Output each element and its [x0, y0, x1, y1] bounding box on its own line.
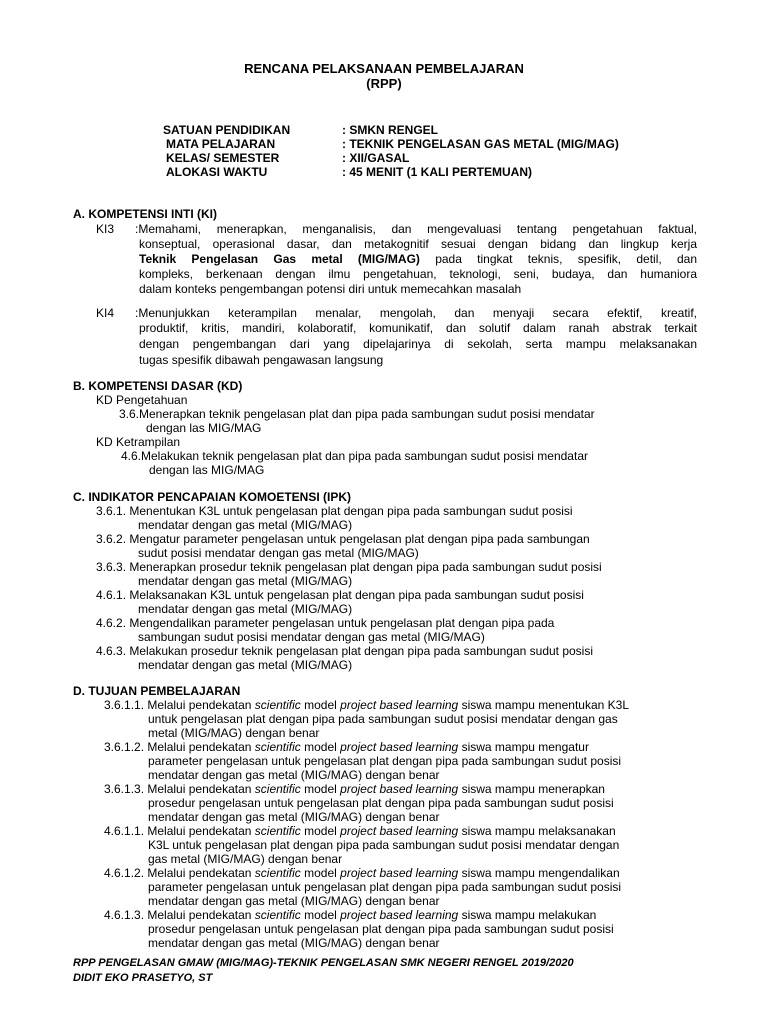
tujuan-item-cont: mendatar dengan gas metal (MIG/MAG) dengan benar	[148, 768, 440, 782]
kd-item-cont: dengan las MIG/MAG	[146, 421, 262, 435]
ipk-item: 3.6.3. Menerapkan prosedur teknik pengelasan plat dengan pipa pada sambungan sudut posisi	[96, 560, 602, 574]
identity-label-satuan: SATUAN PENDIDIKAN	[163, 123, 291, 137]
tujuan-phrase: siswa mampu	[458, 740, 539, 754]
ki3-line: dalam konteks pengembangan potensi diri untuk memecahkan masalah	[139, 282, 522, 296]
ipk-item: 4.6.3. Melakukan prosedur teknik pengelasan plat dengan pipa pada sambungan sudut posisi	[96, 644, 594, 658]
ipk-item: 4.6.1. Melaksanakan K3L untuk pengelasan plat dengan pipa pada sambungan sudut posisi	[96, 588, 584, 602]
identity-label-kelas: KELAS/ SEMESTER	[166, 151, 280, 165]
tujuan-approach: scientific	[254, 740, 301, 754]
section-d-heading: D. TUJUAN PEMBELAJARAN	[73, 684, 241, 698]
tujuan-phrase: siswa mampu	[458, 698, 539, 712]
tujuan-item-cont: mendatar dengan gas metal (MIG/MAG) dengan benar	[148, 810, 440, 824]
tujuan-verb: mengendalikan	[538, 866, 620, 880]
ipk-item: 4.6.2. Mengendalikan parameter pengelasan untuk pengelasan plat dengan pipa pada	[96, 616, 555, 630]
ki3-line	[139, 252, 697, 266]
tujuan-phrase: model	[300, 824, 341, 838]
tujuan-item-cont: prosedur pengelasan untuk pengelasan plat dengan pipa pada sambungan sudut posisi	[148, 796, 614, 810]
tujuan-model: project based learning	[340, 908, 459, 922]
footer-author: DIDIT EKO PRASETYO, ST	[73, 972, 213, 984]
section-a-heading: A. KOMPETENSI INTI (KI)	[73, 207, 217, 221]
ki4-line: produktif, kritis, mandiri, kolaboratif, komunikatif, dan solutif dalam ranah abstrak terkait	[139, 321, 697, 335]
identity-value-kelas: : XII/GASAL	[342, 151, 410, 165]
tujuan-item-cont: metal (MIG/MAG) dengan benar	[148, 726, 320, 740]
tujuan-verb: menentukan K3L	[538, 698, 629, 712]
tujuan-item	[104, 824, 616, 838]
tujuan-phrase: model	[300, 866, 341, 880]
ki3-line: kompleks, berkenaan dengan ilmu pengetahuan, teknologi, seni, budaya, dan humaniora	[139, 267, 697, 281]
tujuan-phrase: model	[300, 908, 341, 922]
tujuan-phrase: Melalui pendekatan	[144, 908, 255, 922]
ipk-item: 3.6.1. Menentukan K3L untuk pengelasan plat dengan pipa pada sambungan sudut posisi	[96, 504, 573, 518]
tujuan-approach: scientific	[254, 698, 301, 712]
ki4-line: tugas spesifik dibawah pengawasan langsung	[139, 353, 384, 367]
tujuan-item-cont: gas metal (MIG/MAG) dengan benar	[148, 852, 343, 866]
section-b-heading: B. KOMPETENSI DASAR (KD)	[73, 379, 243, 393]
ki3-line: konseptual, operasional dasar, dan metakognitif sesuai dengan bidang dan lingkup kerja	[139, 237, 697, 251]
tujuan-item	[104, 698, 629, 712]
tujuan-code: 4.6.1.2.	[104, 866, 145, 880]
ipk-item-cont: mendatar dengan gas metal (MIG/MAG)	[138, 518, 353, 532]
ipk-item-cont: mendatar dengan gas metal (MIG/MAG)	[138, 574, 353, 588]
tujuan-phrase: model	[300, 782, 341, 796]
tujuan-item	[104, 908, 596, 922]
identity-value-alokasi: : 45 MENIT (1 KALI PERTEMUAN)	[342, 165, 533, 179]
document-title: RENCANA PELAKSANAAN PEMBELAJARAN	[244, 61, 524, 76]
identity-value-mapel: : TEKNIK PENGELASAN GAS METAL (MIG/MAG)	[342, 137, 619, 151]
ki4-line: dengan pengembangan dari yang dipelajarinya di sekolah, serta mampu melaksanakan	[139, 337, 697, 351]
tujuan-approach: scientific	[254, 908, 301, 922]
tujuan-code: 4.6.1.3.	[104, 908, 145, 922]
tujuan-code: 3.6.1.1.	[104, 698, 145, 712]
tujuan-model: project based learning	[340, 782, 459, 796]
identity-value-satuan: : SMKN RENGEL	[342, 123, 438, 137]
tujuan-phrase: siswa mampu	[458, 782, 539, 796]
ipk-item-cont: sudut posisi mendatar dengan gas metal (MIG/MAG)	[138, 546, 419, 560]
tujuan-phrase: Melalui pendekatan	[144, 698, 255, 712]
tujuan-item-cont: parameter pengelasan untuk pengelasan plat dengan pipa pada sambungan sudut posisi	[148, 754, 622, 768]
kd-pengetahuan-label: KD Pengetahuan	[96, 393, 188, 407]
document-subtitle: (RPP)	[366, 76, 402, 91]
tujuan-phrase: model	[300, 740, 341, 754]
ki3-bold-subject: Teknik Pengelasan Gas metal (MIG/MAG)	[139, 252, 420, 266]
tujuan-verb: melakukan	[538, 908, 597, 922]
tujuan-approach: scientific	[254, 782, 301, 796]
identity-label-mapel: MATA PELAJARAN	[166, 137, 276, 151]
tujuan-phrase: Melalui pendekatan	[144, 824, 255, 838]
tujuan-phrase: siswa mampu	[458, 824, 539, 838]
tujuan-item	[104, 866, 620, 880]
tujuan-model: project based learning	[340, 866, 459, 880]
kd-item-cont: dengan las MIG/MAG	[149, 463, 265, 477]
tujuan-item-cont: mendatar dengan gas metal (MIG/MAG) dengan benar	[148, 936, 440, 950]
tujuan-approach: scientific	[254, 866, 301, 880]
tujuan-item-cont: untuk pengelasan plat dengan pipa pada sambungan sudut posisi mendatar dengan gas	[148, 712, 618, 726]
ipk-item-cont: sambungan sudut posisi mendatar dengan gas metal (MIG/MAG)	[138, 630, 485, 644]
tujuan-item	[104, 740, 589, 754]
tujuan-phrase: Melalui pendekatan	[144, 740, 255, 754]
kd-item: 4.6.Melakukan teknik pengelasan plat dan pipa pada sambungan sudut posisi mendatar	[121, 449, 588, 463]
ki4-code: KI4	[96, 306, 115, 320]
ki3-line: :Memahami, menerapkan, menganalisis, dan mengevaluasi tentang pengetahuan faktual,	[135, 222, 697, 236]
tujuan-verb: menerapkan	[538, 782, 605, 796]
ipk-item: 3.6.2. Mengatur parameter pengelasan untuk pengelasan plat dengan pipa pada sambungan	[96, 532, 590, 546]
kd-item: 3.6.Menerapkan teknik pengelasan plat dan pipa pada sambungan sudut posisi mendatar	[119, 407, 595, 421]
tujuan-verb: mengatur	[538, 740, 589, 754]
tujuan-item	[104, 782, 605, 796]
ki3-code: KI3	[96, 222, 115, 236]
section-c-heading: C. INDIKATOR PENCAPAIAN KOMOETENSI (IPK)	[73, 490, 352, 504]
tujuan-phrase: siswa mampu	[458, 866, 539, 880]
tujuan-model: project based learning	[340, 740, 459, 754]
tujuan-phrase: model	[300, 698, 341, 712]
tujuan-phrase: Melalui pendekatan	[144, 782, 255, 796]
tujuan-item-cont: K3L untuk pengelasan plat dengan pipa pada sambungan sudut posisi mendatar dengan	[148, 838, 620, 852]
ki4-line: :Menunjukkan keterampilan menalar, mengolah, dan menyaji secara efektif, kreatif,	[135, 306, 697, 320]
ipk-item-cont: mendatar dengan gas metal (MIG/MAG)	[138, 602, 353, 616]
tujuan-code: 3.6.1.2.	[104, 740, 145, 754]
tujuan-item-cont: parameter pengelasan untuk pengelasan plat dengan pipa pada sambungan sudut posisi	[148, 880, 622, 894]
tujuan-phrase: Melalui pendekatan	[144, 866, 255, 880]
kd-ketrampilan-label: KD Ketrampilan	[96, 435, 181, 449]
tujuan-code: 4.6.1.1.	[104, 824, 145, 838]
ipk-item-cont: mendatar dengan gas metal (MIG/MAG)	[138, 658, 353, 672]
tujuan-code: 3.6.1.3.	[104, 782, 145, 796]
ki3-line-rest: pada tingkat teknis, spesifik, detil, dan	[419, 252, 697, 266]
tujuan-item-cont: prosedur pengelasan untuk pengelasan plat dengan pipa pada sambungan sudut posisi	[148, 922, 614, 936]
tujuan-model: project based learning	[340, 698, 459, 712]
footer-line: RPP PENGELASAN GMAW (MIG/MAG)-TEKNIK PENGELASAN SMK NEGERI RENGEL 2019/2020	[73, 957, 574, 969]
tujuan-model: project based learning	[340, 824, 459, 838]
tujuan-verb: melaksanakan	[538, 824, 616, 838]
tujuan-phrase: siswa mampu	[458, 908, 539, 922]
identity-label-alokasi: ALOKASI WAKTU	[166, 165, 268, 179]
tujuan-item-cont: mendatar dengan gas metal (MIG/MAG) dengan benar	[148, 894, 440, 908]
tujuan-approach: scientific	[254, 824, 301, 838]
